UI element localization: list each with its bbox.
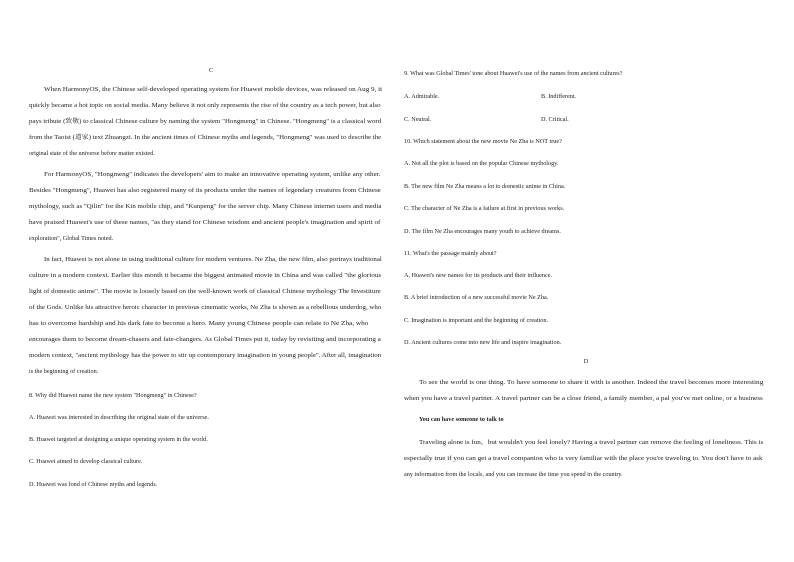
question-11-stem: 11. What's the passage mainly about? bbox=[404, 250, 497, 257]
passage-c-p3-line: In fact, Huawei is not alone in using traditional culture for modern ventures. Ne Zha, the new film, also portrays traditional bbox=[44, 256, 382, 263]
passage-c-p2-line: Besides "Hongmeng", Huawei has also registered many of its products under the names of legendary creatures from Chinese bbox=[29, 187, 381, 194]
question-11-option-c[interactable]: C. Imagination is important and the beginning of creation. bbox=[404, 317, 548, 324]
question-9-option-a[interactable]: A. Admirable. bbox=[404, 93, 440, 100]
passage-d-heading: D bbox=[583, 358, 589, 365]
question-8-stem: 8. Why did Huawei name the new system "Hongmeng" in Chinese? bbox=[29, 392, 197, 399]
passage-c-p3-line: modern context, "ancient mythology has the power to stir up contemporary imagination in young people". After all, imagination bbox=[29, 352, 382, 359]
question-8-option-b[interactable]: B. Huawei targeted at designing a unique operating system in the world. bbox=[29, 436, 208, 443]
passage-c-p3-line: culture in a modern context. Earlier this month it became the biggest animated movie in China and was called "the glorious bbox=[29, 272, 382, 279]
passage-c-p2-line: mythology, such as "Qilin" for the Kin mobile chip, and "Kunpeng" for the server chip. Many Chinese internet users and media bbox=[29, 203, 382, 210]
passage-d-subheading: You can have someone to talk to bbox=[419, 416, 504, 423]
passage-c-p2-line: have praised Huawei's use of these names, "as they stand for Chinese wisdom and ancient people's imagination and spirit of bbox=[29, 219, 381, 226]
passage-c-p1-line: pays tribute (致敬) to classical Chinese culture by naming the system "Hongmeng" in Chinese. "Hongmeng" is a classical word bbox=[29, 118, 382, 125]
question-11-option-b[interactable]: B. A brief introduction of a new successful movie Ne Zha. bbox=[404, 294, 549, 301]
question-9-option-c[interactable]: C. Neutral. bbox=[404, 116, 432, 123]
passage-c-p3-line: light of domestic anime". The movie is loosely based on the well-known work of classical Chinese mythology The Investiture bbox=[29, 288, 381, 295]
question-10-option-b[interactable]: B. The new film Ne Zha means a lot to domestic anime in China. bbox=[404, 183, 566, 190]
passage-c-p3-line: encourages them to become dream-chasers and fate-changers. As Global Times put it, today by revisiting and incorporating a bbox=[29, 336, 381, 343]
question-10-option-d[interactable]: D. The film Ne Zha encourages many youth to achieve dreams. bbox=[404, 228, 561, 235]
question-8-option-d[interactable]: D. Huawei was fond of Chinese myths and legends. bbox=[29, 481, 158, 488]
passage-c-p3-line: of the Gods. Unlike his attractive heroic character in previous cinematic works, Ne Zha is shown as a rebellious underdog, who bbox=[29, 304, 382, 311]
passage-c-p2-line: For HarmonyOS, "Hongmeng" indicates the developers' aim to make an innovative operating system, unlike any other. bbox=[44, 171, 381, 178]
question-9-option-b[interactable]: B. Indifferent. bbox=[541, 93, 577, 100]
question-10-option-a[interactable]: A. Not all the plot is based on the popular Chinese mythology. bbox=[404, 160, 559, 167]
passage-c-p1-line: original state of the universe before matter existed. bbox=[29, 150, 155, 157]
passage-c-p3-line: is the beginning of creation. bbox=[29, 368, 99, 375]
passage-c-heading: C bbox=[208, 67, 214, 74]
passage-c-p1-line: quickly became a hot topic on social media. Many believe it not only represents the rise of the country as a tech power, but also bbox=[29, 102, 381, 109]
question-9-option-d[interactable]: D. Critical. bbox=[541, 116, 569, 123]
question-8-option-c[interactable]: C. Huawei aimed to develop classical culture. bbox=[29, 458, 143, 465]
passage-c-p3-line: has to overcome hardship and his dark fate to become a hero. Many young Chinese people can relate to Ne Zha, who bbox=[29, 320, 369, 327]
passage-d-p2-line: any information from the locals, and you can increase the time you spend in the country. bbox=[404, 471, 623, 478]
passage-d-p1-line: when you have a travel partner. A travel partner can be a close friend, a family member, a pal you've met online, or a business bbox=[404, 395, 763, 402]
passage-c-p1-line: from the Taoist (道家) text Zhuangzi. In the ancient times of Chinese myths and legends, "Hongmeng" was used to describe the bbox=[29, 134, 382, 141]
passage-d-p1-line: To see the world is one thing. To have someone to share it with is another. Indeed the travel becomes more interesting bbox=[419, 379, 764, 386]
question-11-option-a[interactable]: A. Huawei's new names for its products and their influence. bbox=[404, 272, 553, 279]
question-11-option-d[interactable]: D. Ancient cultures come into new life and inspire imagination. bbox=[404, 339, 562, 346]
passage-d-p2-line: especially true if you can get a travel companion who is very familiar with the place you're traveling to. You don't have to ask bbox=[404, 455, 763, 462]
passage-c-p1-line: When HarmonyOS, the Chinese self-developed operating system for Huawei mobile devices, was released on Aug 9, it bbox=[44, 86, 383, 93]
question-10-option-c[interactable]: C. The character of Ne Zha is a failure at first in previous works. bbox=[404, 205, 565, 212]
question-8-option-a[interactable]: A. Huawei was interested in describing the original state of the universe. bbox=[29, 414, 209, 421]
passage-c-p2-line: exploration", Global Times noted. bbox=[29, 235, 114, 242]
question-9-stem: 9. What was Global Times' tone about Huawei's use of the names from ancient cultures? bbox=[404, 70, 623, 77]
passage-d-p2-line: Traveling alone is fun，but wouldn't you feel lonely? Having a travel partner can remove the feeling of loneliness. This is bbox=[419, 439, 764, 446]
question-10-stem: 10. Which statement about the new movie Ne Zha is NOT true? bbox=[404, 138, 562, 145]
